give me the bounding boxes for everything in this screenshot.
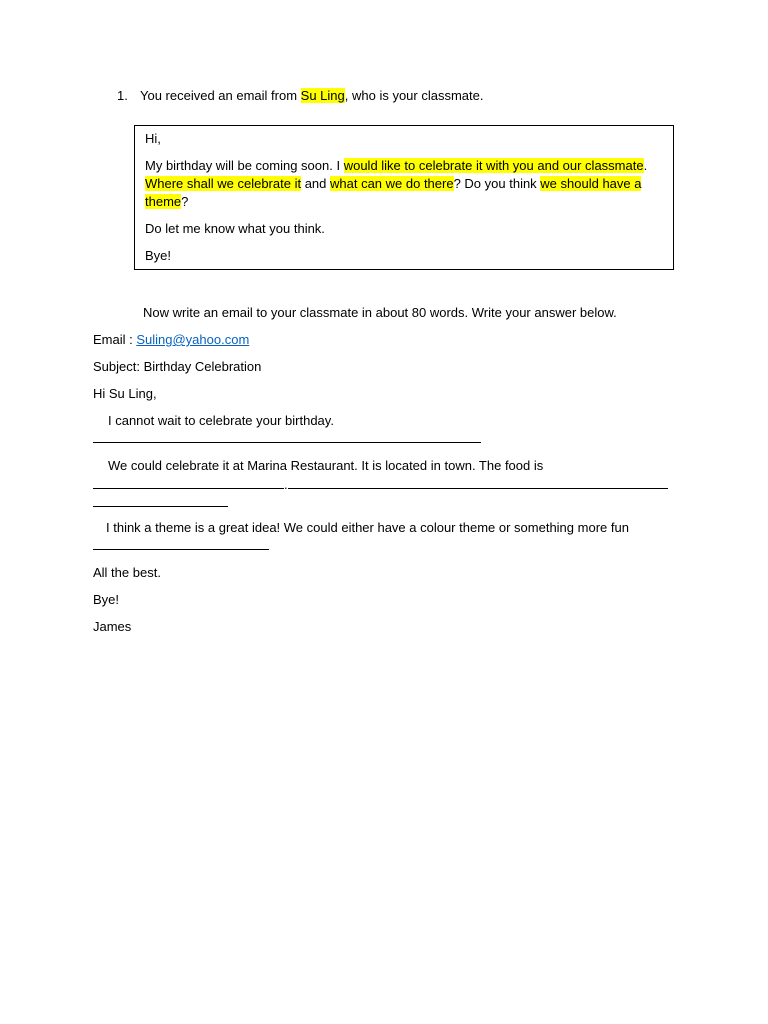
highlight-theme: we should have a theme: [145, 176, 642, 209]
answer-paragraph-3: I think a theme is a great idea! We could either have a colour theme or something more fun: [106, 520, 629, 535]
blank-underline[interactable]: [93, 494, 228, 507]
blank-period: .: [284, 477, 288, 492]
sender-name-highlight: Su Ling: [300, 88, 345, 103]
email-greeting: Hi,: [145, 131, 161, 146]
answer-closing: All the best.: [93, 565, 161, 580]
email-ask: Do let me know what you think.: [145, 221, 325, 236]
blank-line-4[interactable]: [93, 537, 269, 555]
highlight-what-do-there: what can we do there: [330, 176, 454, 191]
blank-line-2[interactable]: [93, 476, 668, 494]
email-body-text: My birthday will be coming soon. I: [145, 158, 344, 173]
blank-underline[interactable]: [93, 476, 284, 489]
instruction-text: Now write an email to your classmate in about 80 words. Write your answer below.: [143, 305, 617, 320]
question-text-after: , who is your classmate.: [344, 88, 484, 103]
answer-salutation: Hi Su Ling,: [93, 386, 157, 401]
question-number: 1.: [117, 88, 128, 103]
blank-line-1[interactable]: [93, 430, 481, 448]
email-body-text: and: [301, 176, 330, 191]
answer-paragraph-2: We could celebrate it at Marina Restaurant. It is located in town. The food is: [108, 458, 544, 473]
question-1: [117, 88, 483, 103]
answer-signature: James: [93, 619, 132, 634]
email-address-link[interactable]: Suling@yahoo.com: [136, 332, 250, 347]
blank-underline[interactable]: [93, 430, 481, 443]
email-signoff: Bye!: [145, 248, 172, 263]
answer-email-line: [93, 331, 249, 349]
blank-underline[interactable]: [288, 476, 668, 489]
email-label: Email :: [93, 332, 137, 347]
answer-bye: Bye!: [93, 592, 120, 607]
highlight-celebrate-with-you: would like to celebrate it with you and our classmate: [343, 158, 644, 173]
blank-underline[interactable]: [93, 537, 269, 550]
answer-subject: Subject: Birthday Celebration: [93, 359, 262, 374]
email-body-text: ? Do you think: [453, 176, 541, 191]
email-body-text: .: [643, 158, 648, 173]
answer-paragraph-1: I cannot wait to celebrate your birthday.: [108, 413, 334, 428]
email-body-text: ?: [181, 194, 189, 209]
received-email-box: [134, 125, 674, 270]
question-text-before: You received an email from: [140, 88, 301, 103]
highlight-where-celebrate: Where shall we celebrate it: [145, 176, 302, 191]
email-body: [145, 157, 663, 211]
blank-line-3[interactable]: [93, 494, 228, 512]
